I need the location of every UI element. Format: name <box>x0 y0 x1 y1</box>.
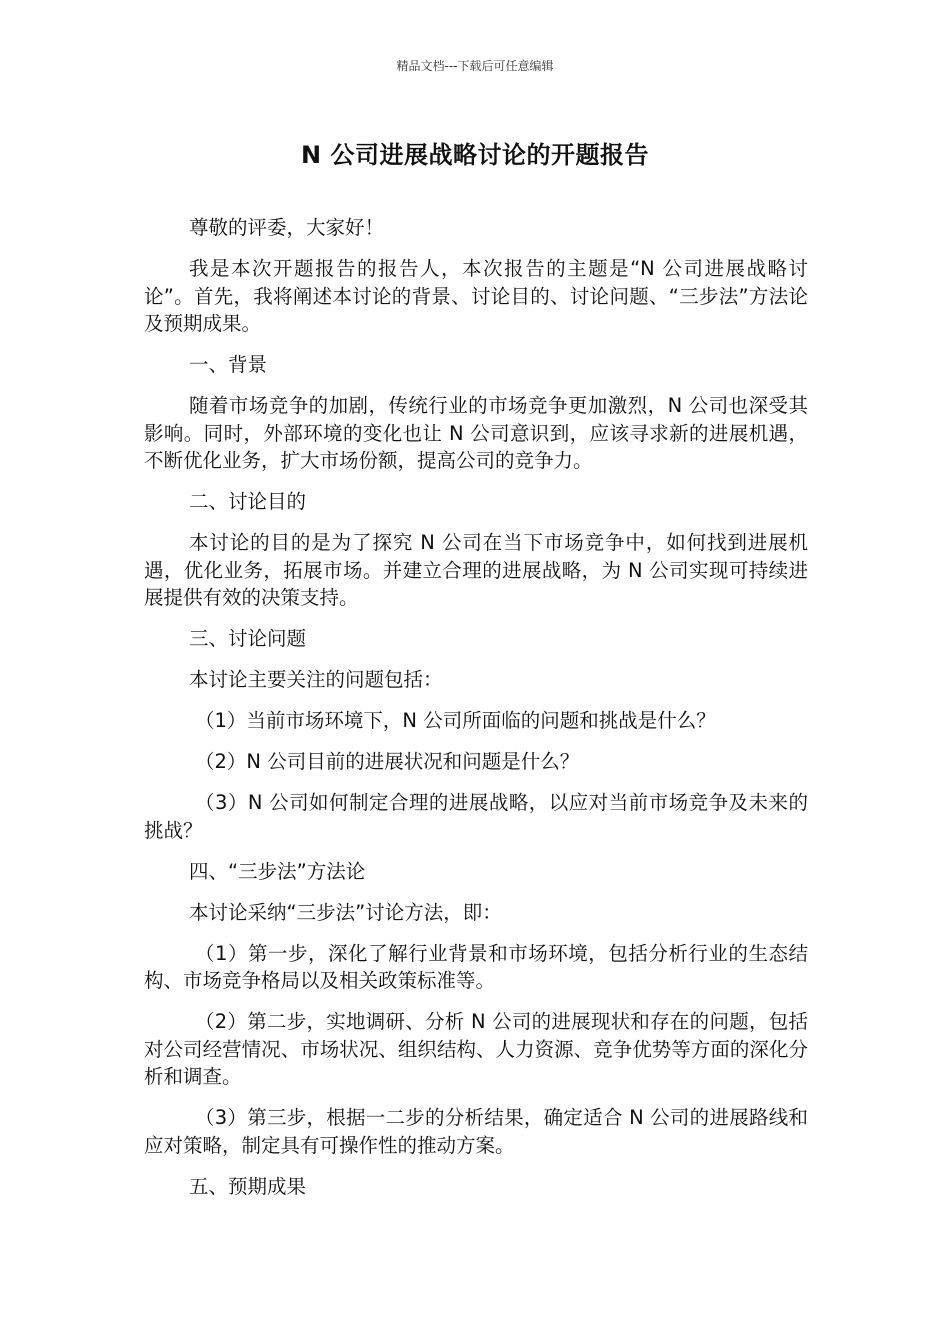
question-item-2: （2）N 公司目前的进展状况和问题是什么？ <box>195 750 580 773</box>
section-heading-method: 四、“三步法”方法论 <box>189 859 366 883</box>
method-step-1: （1）第一步，深化了解行业背景和市场环境，包括分析行业的生态结构、市场竞争格局以及相关政策标准等。 <box>144 941 808 992</box>
section-heading-expected-results: 五、预期成果 <box>189 1174 307 1198</box>
method-step-3: （3）第三步，根据一二步的分析结果，确定适合 N 公司的进展路线和应对策略，制定具有可操作性的推动方案。 <box>144 1106 808 1157</box>
method-intro-paragraph: 本讨论采纳“三步法”讨论方法，即： <box>189 900 502 924</box>
document-title: N 公司进展战略讨论的开题报告 <box>301 141 649 169</box>
method-step-2: （2）第二步，实地调研、分析 N 公司的进展现状和存在的问题，包括对公司经营情况、市场状况、组织结构、人力资源、竞争优势等方面的深化分析和调查。 <box>144 1010 808 1088</box>
header-note: 精品文档---下载后可任意编辑 <box>396 59 554 73</box>
section-heading-background: 一、背景 <box>189 353 268 376</box>
questions-intro-paragraph: 本讨论主要关注的问题包括： <box>189 668 443 691</box>
purpose-paragraph: 本讨论的目的是为了探究 N 公司在当下市场竞争中，如何找到进展机遇，优化业务，拓展市场。并建立合理的进展战略，为 N 公司实现可持续进展提供有效的决策支持。 <box>144 531 808 609</box>
intro-paragraph: 我是本次开题报告的报告人，本次报告的主题是“N 公司进展战略讨论”。首先，我将阐述本讨论的背景、讨论目的、讨论问题、“三步法”方法论及预期成果。 <box>144 257 808 335</box>
greeting-paragraph: 尊敬的评委，大家好！ <box>189 216 385 239</box>
document-body <box>144 214 808 1214</box>
section-heading-questions: 三、讨论问题 <box>189 627 307 650</box>
background-paragraph: 随着市场竞争的加剧，传统行业的市场竞争更加激烈，N 公司也深受其影响。同时，外部环境的变化也让 N 公司意识到，应该寻求新的进展机遇，不断优化业务，扩大市场份额，提高公司的竞争力。 <box>144 394 808 472</box>
question-item-1: （1）当前市场环境下，N 公司所面临的问题和挑战是什么？ <box>195 709 716 732</box>
section-heading-purpose: 二、讨论目的 <box>189 490 307 513</box>
question-item-3: （3）N 公司如何制定合理的进展战略，以应对当前市场竞争及未来的挑战？ <box>144 791 808 842</box>
